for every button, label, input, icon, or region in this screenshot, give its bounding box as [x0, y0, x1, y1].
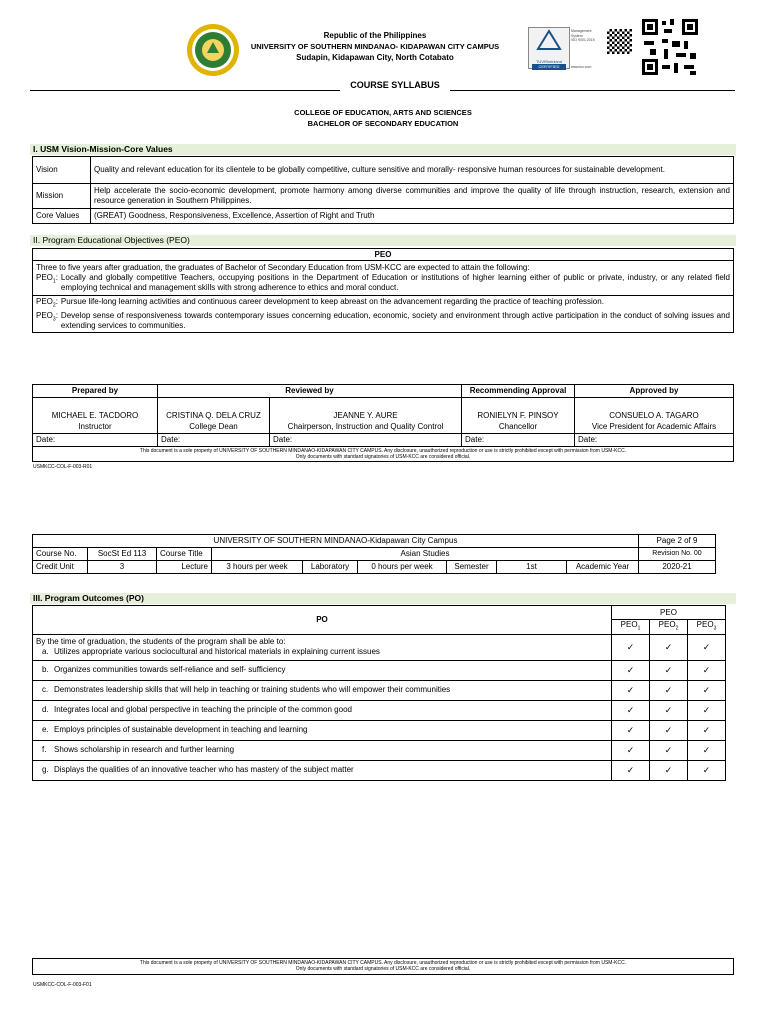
small-qr-code — [607, 29, 632, 54]
table-row — [33, 447, 734, 462]
table-row — [33, 660, 726, 680]
table-row — [33, 606, 726, 620]
vmv-table — [32, 156, 734, 224]
peo-code: $PEO_2$: — [36, 297, 58, 309]
table-row — [33, 209, 734, 224]
peo-intro: Three to five years after graduation, the graduates of Bachelor of Secondary Education from USM-KCC are expected to attain the following: — [36, 263, 530, 272]
qr-code — [640, 17, 700, 77]
check-mark: ✓ — [612, 700, 650, 720]
form-code: USMKCC-COL-F-003-R01 — [33, 464, 93, 470]
peo-text: Develop sense of responsiveness towards contemporary issues concerning education, economic, society and environment through active participation in the conduct of solving issues and extending services to communities. — [60, 310, 730, 330]
ownership-notice: This document is a sole property of UNIVERSITY OF SOUTHERN MINDANAO-KIDAPAWAN CITY CAMPUS. Any disclosure, unauthorized reproduction or use is strictly prohibited except with permission from USM-KCC. — [139, 448, 627, 454]
check-mark: ✓ — [688, 680, 726, 700]
cert-brand: TÜVRheinland — [535, 59, 562, 64]
po-item: g. Displays the qualities of an innovative teacher who has mastery of the subject matter — [33, 760, 612, 780]
document-title: COURSE SYLLABUS — [350, 80, 440, 90]
credit-unit: 3 — [88, 561, 157, 574]
po-item: b. Organizes communities towards self-reliance and self- sufficiency — [33, 660, 612, 680]
semester-label: Semester — [447, 561, 497, 574]
section-heading-vmv: I. USM Vision-Mission-Core Values — [30, 144, 736, 155]
notice-cell — [33, 447, 734, 462]
peo-col-header: $PEO_2$ — [650, 620, 688, 635]
republic-line: Republic of the Philippines — [323, 31, 427, 40]
footer-official-notice: Only documents with standard signatories of USM-KCC are considered official. — [295, 966, 471, 972]
table-row — [33, 249, 734, 261]
cert-line: ISO 9001:2015 — [571, 38, 595, 42]
peo-code: $PEO_3$: — [36, 310, 58, 323]
course-no: SocSt Ed 113 — [88, 548, 157, 561]
peo-item — [36, 273, 730, 293]
university-name: UNIVERSITY OF SOUTHERN MINDANAO- KIDAPAWAN CITY CAMPUS — [250, 42, 500, 51]
academic-year: 2020-21 — [639, 561, 716, 574]
peo-group-header: PEO — [612, 606, 726, 620]
po-cell — [33, 634, 612, 660]
peo-table — [32, 248, 734, 333]
page-number: Page 2 of 9 — [639, 535, 716, 548]
course-no-label: Course No. — [33, 548, 88, 561]
cert-line: Management — [571, 29, 592, 33]
check-mark: ✓ — [650, 634, 688, 660]
vmv-label: Vision — [33, 157, 91, 184]
signatory-role: College Dean — [158, 421, 270, 434]
vmv-text: Help accelerate the socio-economic development, promote harmony among diverse communities and improve the quality of life through instruction, research, extension and resource generation in Southern Philippines. — [91, 184, 734, 209]
table-row — [33, 296, 734, 333]
check-mark: ✓ — [688, 634, 726, 660]
check-mark: ✓ — [650, 720, 688, 740]
vmv-label: Mission — [33, 184, 91, 209]
cert-url: www.tuv.com — [571, 64, 592, 69]
footer-form-code: USMKCC-COL-F-003-F01 — [33, 982, 92, 988]
prepared-by-header: Prepared by — [33, 385, 158, 398]
certification-badge — [528, 27, 570, 69]
peo-cell — [33, 296, 734, 333]
po-item: a. Utilizes appropriate various sociocultural and historical materials in explaining current issues — [42, 646, 380, 656]
po-table — [32, 605, 726, 781]
peo-item — [36, 297, 730, 311]
signatory-role: Vice President for Academic Affairs — [575, 421, 734, 434]
course-title-label: Course Title — [157, 548, 212, 561]
check-mark: ✓ — [688, 720, 726, 740]
table-row — [33, 421, 734, 434]
peo-code: $PEO_1$: — [36, 273, 58, 285]
footer-ownership-notice: This document is a sole property of UNIVERSITY OF SOUTHERN MINDANAO-KIDAPAWAN CITY CAMPUS. Any disclosure, unauthorized reproduction or use is strictly prohibited except with permission from USM-KCC. — [139, 960, 627, 966]
semester: 1st — [497, 561, 567, 574]
tuv-logo-icon — [529, 28, 569, 54]
table-row — [33, 261, 734, 296]
footer-notice-box — [32, 958, 734, 975]
credit-unit-label: Credit Unit — [33, 561, 88, 574]
peo-text: Locally and globally competitive Teachers, occupying positions in the Department of Education or institutions of higher learning either of public or private, industry, or any related field employing technical and management skills with strong adherence to ethics and moral conduct. — [60, 273, 730, 292]
cert-text — [571, 29, 603, 69]
reviewed-by-header: Reviewed by — [158, 385, 462, 398]
check-mark: ✓ — [650, 700, 688, 720]
check-mark: ✓ — [650, 760, 688, 780]
table-row — [33, 720, 726, 740]
signatory-name: CRISTINA Q. DELA CRUZ — [158, 398, 270, 421]
po-column-header: PO — [33, 606, 612, 635]
approved-by-header: Approved by — [575, 385, 734, 398]
signatory-role: Chairperson, Instruction and Quality Control — [270, 421, 462, 434]
date-label: Date: — [33, 434, 158, 447]
cert-badge: CERTIFIED — [532, 64, 566, 70]
check-mark: ✓ — [612, 720, 650, 740]
official-notice: Only documents with standard signatories of USM-KCC are considered official. — [295, 454, 471, 460]
table-row — [33, 535, 716, 548]
lab-label: Laboratory — [303, 561, 358, 574]
recommending-header: Recommending Approval — [462, 385, 575, 398]
date-label: Date: — [158, 434, 270, 447]
check-mark: ✓ — [612, 680, 650, 700]
lab-hours: 0 hours per week — [358, 561, 447, 574]
signatory-name: RONIELYN F. PINSOY — [462, 398, 575, 421]
table-row — [33, 740, 726, 760]
check-mark: ✓ — [688, 740, 726, 760]
lecture-label: Lecture — [157, 561, 212, 574]
signatory-role: Chancellor — [462, 421, 575, 434]
peo-cell — [33, 261, 734, 296]
college-name: COLLEGE OF EDUCATION, ARTS AND SCIENCES — [294, 108, 472, 117]
peo-column-header: PEO — [33, 249, 734, 261]
table-row — [33, 385, 734, 398]
signatory-role: Instructor — [33, 421, 158, 434]
table-row — [33, 561, 716, 574]
check-mark: ✓ — [650, 660, 688, 680]
check-mark: ✓ — [650, 740, 688, 760]
table-row — [33, 760, 726, 780]
vmv-label: Core Values — [33, 209, 91, 224]
header-rule-left — [30, 90, 340, 91]
table-row — [33, 398, 734, 421]
po-item: e. Employs principles of sustainable development in teaching and learning — [33, 720, 612, 740]
po-item: f. Shows scholarship in research and further learning — [33, 740, 612, 760]
campus-address: Sudapin, Kidapawan City, North Cotabato — [296, 53, 454, 62]
course-title: Asian Studies — [212, 548, 639, 561]
check-mark: ✓ — [688, 760, 726, 780]
signatory-name: JEANNE Y. AURE — [270, 398, 462, 421]
vmv-text: Quality and relevant education for its clientele to be globally competitive, culture sensitive and morally- responsive human resources for sustainable development. — [91, 157, 734, 184]
check-mark: ✓ — [612, 740, 650, 760]
table-row — [33, 434, 734, 447]
peo-col-header: $PEO_1$ — [612, 620, 650, 635]
peo-text: Pursue life-long learning activities and continuous career development to keep abreast on the advancement regarding the practice of teaching profession. — [60, 297, 604, 306]
table-row — [33, 157, 734, 184]
table-row — [33, 700, 726, 720]
table-row — [33, 548, 716, 561]
table-row — [33, 634, 726, 660]
check-mark: ✓ — [688, 660, 726, 680]
course-info-table — [32, 534, 716, 574]
check-mark: ✓ — [650, 680, 688, 700]
date-label: Date: — [462, 434, 575, 447]
lecture-hours: 3 hours per week — [212, 561, 303, 574]
date-label: Date: — [575, 434, 734, 447]
check-mark: ✓ — [612, 634, 650, 660]
peo-item — [36, 311, 730, 331]
check-mark: ✓ — [612, 760, 650, 780]
signatories-table — [32, 384, 734, 462]
university-seal — [186, 23, 240, 77]
header-rule-right — [450, 90, 735, 91]
table-row — [33, 184, 734, 209]
program-name: BACHELOR OF SECONDARY EDUCATION — [307, 119, 459, 128]
peo-col-header: $PEO_3$ — [688, 620, 726, 635]
date-label: Date: — [270, 434, 462, 447]
vmv-text: (GREAT) Goodness, Responsiveness, Excellence, Assertion of Right and Truth — [91, 209, 734, 224]
check-mark: ✓ — [612, 660, 650, 680]
signatory-name: MICHAEL E. TACDORO — [33, 398, 158, 421]
po-item: d. Integrates local and global perspective in teaching the principle of the common good — [33, 700, 612, 720]
academic-year-label: Academic Year — [567, 561, 639, 574]
po-intro: By the time of graduation, the students of the program shall be able to: — [36, 636, 286, 646]
check-mark: ✓ — [688, 700, 726, 720]
section-heading-po: III. Program Outcomes (PO) — [30, 593, 736, 604]
po-item: c. Demonstrates leadership skills that will help in teaching or training students who will empower their communities — [33, 680, 612, 700]
cert-line: System — [571, 33, 583, 38]
course-university: UNIVERSITY OF SOUTHERN MINDANAO-Kidapawan City Campus — [33, 535, 639, 548]
table-row — [33, 680, 726, 700]
section-heading-peo: II. Program Educational Objectives (PEO) — [30, 235, 736, 246]
revision-number: Revision No. 00 — [639, 548, 716, 561]
signatory-name: CONSUELO A. TAGARO — [575, 398, 734, 421]
